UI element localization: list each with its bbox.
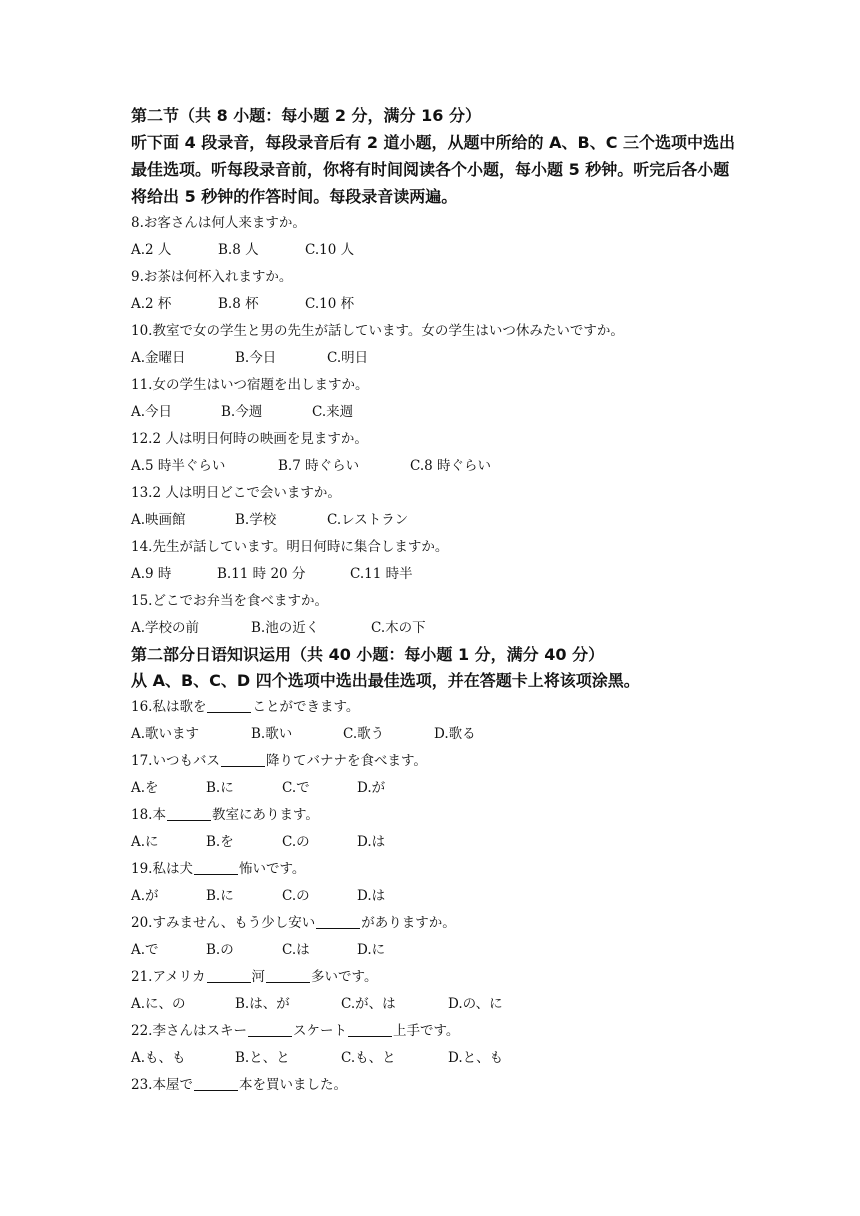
options-14: [131, 561, 741, 588]
stem-text: 多いです。: [311, 969, 378, 985]
options-8: [131, 237, 741, 264]
option-b: B.今日: [235, 350, 277, 366]
option-a: A.で: [131, 942, 159, 958]
option-b: B.8 杯: [218, 296, 259, 312]
stem-text: スケート: [292, 1023, 347, 1039]
option-c: C.11 時半: [350, 566, 413, 582]
option-c: C.8 時ぐらい: [410, 458, 492, 474]
option-b: B.7 時ぐらい: [278, 458, 360, 474]
answer-blank: [167, 806, 211, 821]
answer-blank: [207, 698, 251, 713]
options-17: [131, 775, 741, 802]
stem-text: 18.本: [131, 807, 166, 823]
stem-text: 19.私は犬: [131, 861, 193, 877]
answer-blank: [207, 968, 251, 983]
answer-blank: [316, 914, 360, 929]
option-a: A.が: [131, 888, 159, 904]
question-19: [131, 856, 741, 883]
stem-text: 教室にあります。: [211, 807, 319, 823]
options-11: [131, 399, 741, 426]
part-heading: 第二部分日语知识运用（共 40 小题：每小题 1 分，满分 40 分）: [131, 645, 605, 664]
stem-text: 本を買いました。: [238, 1077, 347, 1093]
option-b: B.学校: [235, 512, 277, 528]
options-12: [131, 453, 741, 480]
option-b: B.池の近く: [251, 620, 320, 636]
answer-blank: [194, 860, 238, 875]
option-a: A.歌います: [131, 726, 200, 742]
part-instructions: 从 A、B、C、D 四个选项中选出最佳选项，并在答题卡上将该项涂黑。: [131, 671, 640, 690]
option-d: D.は: [357, 834, 386, 850]
options-10: [131, 345, 741, 372]
option-c: C.10 杯: [305, 296, 355, 312]
stem-text: 23.本屋で: [131, 1077, 193, 1093]
option-d: D.が: [357, 780, 386, 796]
question-11: 11.女の学生はいつ宿題を出しますか。: [131, 377, 369, 393]
question-18: [131, 802, 741, 829]
option-c: C.歌う: [343, 726, 385, 742]
question-22: [131, 1018, 741, 1045]
stem-text: 上手です。: [392, 1023, 460, 1039]
stem-text: がありますか。: [361, 915, 456, 931]
stem-text: ことができます。: [252, 699, 360, 715]
option-a: A.映画館: [131, 512, 186, 528]
option-c: C.来週: [312, 404, 354, 420]
options-13: [131, 507, 741, 534]
question-17: [131, 748, 741, 775]
section-instructions: 听下面 4 段录音，每段录音后有 2 道小题，从题中所给的 A、B、C 三个选项中选出最佳选项。听每段录音前，你将有时间阅读各个小题，每小题 5 秒钟。听完后各小题将给出 5 秒钟的作答时间。每段录音读两遍。: [131, 133, 736, 206]
option-c: C.は: [282, 942, 310, 958]
options-19: [131, 883, 741, 910]
question-10: 10.教室で女の学生と男の先生が話しています。女の学生はいつ休みたいですか。: [131, 323, 624, 339]
option-c: C.の: [282, 888, 310, 904]
option-c: C.10 人: [305, 242, 355, 258]
answer-blank: [248, 1022, 292, 1037]
options-21: [131, 991, 741, 1018]
option-a: A.2 人: [131, 242, 172, 258]
option-c: C.も、と: [341, 1050, 396, 1066]
section-heading: 第二节（共 8 小题：每小题 2 分，满分 16 分）: [131, 106, 481, 125]
options-22: [131, 1045, 741, 1072]
question-23: [131, 1072, 741, 1099]
question-15: 15.どこでお弁当を食べますか。: [131, 593, 328, 609]
answer-blank: [221, 752, 265, 767]
option-a: A.を: [131, 780, 159, 796]
question-21: [131, 964, 741, 991]
option-a: A.に: [131, 834, 159, 850]
question-12: 12.2 人は明日何時の映画を見ますか。: [131, 431, 368, 447]
question-14: 14.先生が話しています。明日何時に集合しますか。: [131, 539, 449, 555]
options-20: [131, 937, 741, 964]
stem-text: 21.アメリカ: [131, 969, 206, 985]
stem-text: 20.すみません、もう少し安い: [131, 915, 316, 931]
option-a: A.も、も: [131, 1050, 186, 1066]
option-b: B.11 時 20 分: [217, 566, 306, 582]
stem-text: 17.いつもバス: [131, 753, 220, 769]
option-a: A.2 杯: [131, 296, 172, 312]
stem-text: 22.李さんはスキー: [131, 1023, 247, 1039]
option-a: A.5 時半ぐらい: [131, 458, 226, 474]
option-c: C.明日: [327, 350, 369, 366]
options-15: [131, 615, 741, 642]
option-b: B.の: [206, 942, 234, 958]
question-9: 9.お茶は何杯入れますか。: [131, 269, 293, 285]
option-b: B.8 人: [218, 242, 259, 258]
option-c: C.で: [282, 780, 310, 796]
options-18: [131, 829, 741, 856]
option-a: A.に、の: [131, 996, 186, 1012]
stem-text: 降りてバナナを食べます。: [265, 753, 427, 769]
question-20: [131, 910, 741, 937]
page-content: [131, 103, 741, 1099]
option-c: C.が、は: [341, 996, 396, 1012]
answer-blank: [348, 1022, 392, 1037]
option-d: D.と、も: [448, 1050, 504, 1066]
answer-blank: [266, 968, 310, 983]
option-b: B.今週: [221, 404, 263, 420]
option-a: A.9 時: [131, 566, 172, 582]
option-c: C.レストラン: [327, 512, 409, 528]
question-13: 13.2 人は明日どこで会いますか。: [131, 485, 341, 501]
option-d: D.歌る: [434, 726, 476, 742]
stem-text: 河: [251, 969, 266, 985]
options-16: [131, 721, 741, 748]
answer-blank: [194, 1076, 238, 1091]
option-b: B.は、が: [235, 996, 290, 1012]
option-c: C.の: [282, 834, 310, 850]
question-16: [131, 694, 741, 721]
stem-text: 16.私は歌を: [131, 699, 207, 715]
option-d: D.の、に: [448, 996, 503, 1012]
option-a: A.金曜日: [131, 350, 186, 366]
option-d: D.に: [357, 942, 386, 958]
option-d: D.は: [357, 888, 386, 904]
question-8: 8.お客さんは何人来ますか。: [131, 215, 306, 231]
option-b: B.と、と: [235, 1050, 290, 1066]
option-b: B.を: [206, 834, 234, 850]
stem-text: 怖いです。: [238, 861, 306, 877]
option-c: C.木の下: [371, 620, 426, 636]
option-b: B.に: [206, 780, 234, 796]
options-9: [131, 291, 741, 318]
option-b: B.歌い: [251, 726, 293, 742]
option-a: A.今日: [131, 404, 173, 420]
option-a: A.学校の前: [131, 620, 200, 636]
option-b: B.に: [206, 888, 234, 904]
